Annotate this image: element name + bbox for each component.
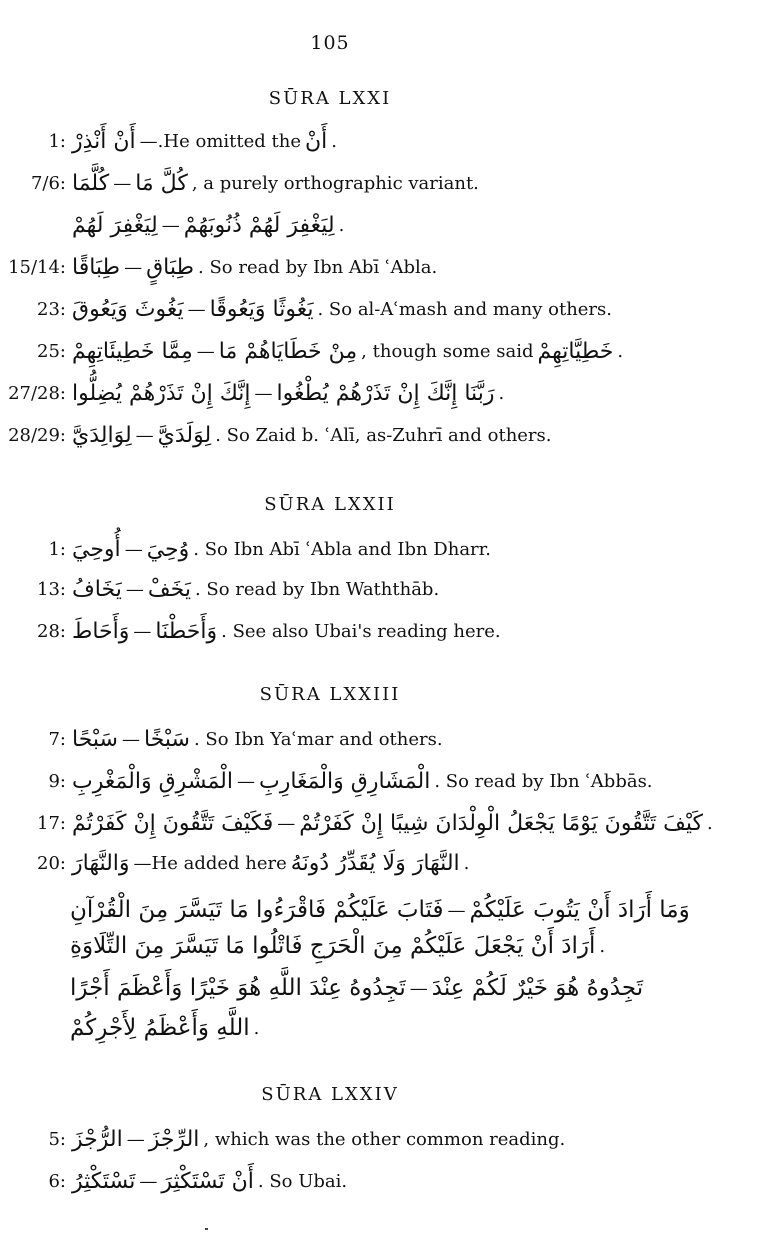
sura-heading: SŪRA LXXII bbox=[264, 494, 396, 515]
entry-72-13 bbox=[0, 572, 760, 606]
entry-content bbox=[68, 297, 612, 322]
verse-number: 9: bbox=[48, 770, 66, 792]
arabic-reading: سَبْحًا bbox=[72, 726, 118, 752]
print-speck bbox=[205, 1228, 208, 1230]
arabic-variant: النَّهَارَ وَلَا يُقَدِّرُ دُونَهُ bbox=[290, 850, 460, 876]
entry-71-27 bbox=[0, 376, 760, 410]
end-mark: . bbox=[331, 130, 337, 152]
comment-text: . So al-Aʿmash and many others. bbox=[317, 298, 612, 320]
arabic-variant: أَنْ تَسْتَكْثِرَ bbox=[161, 1168, 254, 1194]
verse-number: 23: bbox=[37, 298, 66, 320]
sura-heading: SŪRA LXXIV bbox=[261, 1084, 399, 1105]
arabic-reading: يَخَافُ bbox=[72, 576, 122, 602]
comment-text: . So Ibn Abī ʿAbla and Ibn Dharr. bbox=[193, 538, 492, 560]
separator: — bbox=[125, 578, 144, 600]
entry-74-6 bbox=[0, 1164, 760, 1198]
comment-text: . So read by Ibn ʿAbbās. bbox=[434, 770, 653, 792]
entry-74-5 bbox=[0, 1122, 760, 1156]
comment-text: . So Ubai. bbox=[257, 1170, 348, 1192]
end-mark: . bbox=[617, 340, 624, 362]
arabic-reading: أُوحِيَ bbox=[72, 536, 121, 562]
entry-72-1 bbox=[0, 532, 760, 566]
arabic-reading: أَرَادَ أَنْ يَجْعَلَ عَلَيْكُمْ مِنَ الْحَرَجِ فَاتْلُوا مَا تَيَسَّرَ مِنَ التِّلَاوَةِ bbox=[70, 933, 596, 959]
entry-content bbox=[68, 851, 469, 876]
arabic-reading: لِوَالِدَيَّ bbox=[72, 422, 132, 448]
sura-heading: SŪRA LXXIII bbox=[259, 684, 401, 705]
separator: — bbox=[409, 977, 428, 999]
entry-content bbox=[68, 213, 344, 238]
separator: — bbox=[254, 382, 273, 404]
verse-number: 1: bbox=[48, 130, 66, 152]
arabic-reading: كُلَّمَا bbox=[72, 170, 110, 196]
separator: — bbox=[133, 852, 152, 874]
end-mark: . bbox=[706, 812, 713, 834]
separator: — bbox=[236, 770, 255, 792]
arabic-variant: لِيَغْفِرَ لَهُمْ ذُنُوبَهُمْ bbox=[183, 212, 335, 238]
separator: — bbox=[124, 538, 143, 560]
entry-71-7b bbox=[0, 208, 760, 242]
arabic-variant: أَنْ bbox=[304, 128, 328, 154]
verse-number: 13: bbox=[37, 578, 66, 600]
arabic-reading: تَجِدُوهُ عِنْدَ اللَّهِ هُوَ خَيْرًا وَأَعْظَمَ أَجْرًا bbox=[70, 975, 406, 1001]
entry-71-1 bbox=[0, 124, 760, 158]
end-mark: . bbox=[463, 852, 470, 874]
comment-text: , a purely orthographic variant. bbox=[191, 172, 479, 194]
continuation-line bbox=[66, 970, 666, 1006]
continuation-line bbox=[66, 928, 666, 964]
arabic-variant: الرِّجْزَ bbox=[148, 1126, 200, 1152]
continuation-line bbox=[66, 892, 690, 928]
separator: — bbox=[126, 1128, 145, 1150]
entry-content bbox=[68, 811, 713, 836]
verse-number: 5: bbox=[48, 1128, 66, 1150]
arabic-variant: الْمَشَارِقِ وَالْمَغَارِبِ bbox=[258, 768, 431, 794]
arabic-reading: الْمَشْرِقِ وَالْمَغْرِبِ bbox=[72, 768, 233, 794]
entry-72-28 bbox=[0, 614, 760, 648]
arabic-reading: يَغُوثَ وَيَعُوقَ bbox=[72, 296, 184, 322]
separator: — bbox=[133, 620, 152, 642]
arabic-reading: طِبَاقًا bbox=[72, 254, 121, 280]
end-mark: . bbox=[338, 214, 345, 236]
continuation-line bbox=[66, 1010, 666, 1046]
arabic-reading: لِيَغْفِرَ لَهُمْ bbox=[72, 212, 158, 238]
verse-number: 15/14: bbox=[8, 256, 66, 278]
arabic-reading: الرُّجْزَ bbox=[72, 1126, 123, 1152]
comment-text: , though some said bbox=[361, 340, 534, 362]
verse-number: 28/29: bbox=[8, 424, 66, 446]
comment-text: . So Ibn Yaʿmar and others. bbox=[193, 728, 443, 750]
entry-content bbox=[68, 1127, 565, 1152]
verse-number: 6: bbox=[48, 1170, 66, 1192]
separator: —. bbox=[139, 130, 164, 152]
arabic-variant: مِنْ خَطَايَاهُمْ مَا bbox=[218, 338, 358, 364]
arabic-variant: وَأَحَطْنَا bbox=[155, 618, 218, 644]
separator: — bbox=[121, 728, 140, 750]
entry-content bbox=[68, 727, 443, 752]
comment-text: He added here bbox=[151, 852, 287, 874]
arabic-reading: فَتَابَ عَلَيْكُمْ فَاقْرَءُوا مَا تَيَسَّرَ مِنَ الْقُرْآنِ bbox=[70, 897, 444, 923]
entry-content bbox=[68, 129, 337, 154]
entry-71-28 bbox=[0, 418, 760, 452]
verse-number: 17: bbox=[37, 812, 66, 834]
separator: — bbox=[277, 812, 296, 834]
comment-text: , which was the other common reading. bbox=[203, 1128, 566, 1150]
arabic-reading: مِمَّا خَطِيئَاتِهِمْ bbox=[72, 338, 193, 364]
verse-number: 28: bbox=[37, 620, 66, 642]
end-mark: . bbox=[253, 1017, 260, 1039]
comment-text: He omitted the bbox=[163, 130, 301, 152]
verse-number: 7: bbox=[48, 728, 66, 750]
arabic-reading: وَأَحَاطَ bbox=[72, 618, 130, 644]
arabic-reading: اللَّهِ وَأَعْظَمُ لِأَجْرِكُمْ bbox=[70, 1015, 250, 1041]
arabic-alt-variant: خَطِيَّاتِهِمْ bbox=[537, 338, 614, 364]
comment-text: . See also Ubai's reading here. bbox=[221, 620, 501, 642]
separator: — bbox=[196, 340, 215, 362]
separator: — bbox=[135, 424, 154, 446]
arabic-variant: يَغُوثًا وَيَعُوقًا bbox=[209, 296, 314, 322]
entry-73-7 bbox=[0, 722, 760, 756]
entry-content bbox=[68, 1169, 347, 1194]
entry-73-20 bbox=[0, 846, 760, 880]
separator: — bbox=[187, 298, 206, 320]
entry-71-25 bbox=[0, 334, 760, 368]
arabic-reading: وَالنَّهَارَ bbox=[72, 850, 130, 876]
entry-content bbox=[68, 339, 623, 364]
verse-number: 25: bbox=[37, 340, 66, 362]
end-mark: . bbox=[599, 935, 606, 957]
page-number: 105 bbox=[310, 32, 350, 54]
arabic-variant: كَيْفَ تَتَّقُونَ يَوْمًا يَجْعَلُ الْوِلْدَانَ شِيبًا إِنْ كَفَرْتُمْ bbox=[299, 810, 703, 836]
arabic-reading: إِنَّكَ إِنْ تَذَرْهُمْ يُضِلُّوا bbox=[72, 380, 251, 406]
comment-text: . So Zaid b. ʿAlī, as-Zuhrī and others. bbox=[215, 424, 552, 446]
entry-71-7 bbox=[0, 166, 760, 200]
comment-text: . So read by Ibn Waththāb. bbox=[194, 578, 440, 600]
entry-content bbox=[68, 423, 552, 448]
entry-71-15 bbox=[0, 250, 760, 284]
arabic-variant: تَجِدُوهُ هُوَ خَيْرٌ لَكُمْ عِنْدَ bbox=[431, 975, 644, 1001]
entry-content bbox=[68, 577, 439, 602]
arabic-variant: سَبْخًا bbox=[143, 726, 190, 752]
end-mark: . bbox=[498, 382, 505, 404]
entry-content bbox=[68, 255, 437, 280]
arabic-variant: كُلَّ مَا bbox=[135, 170, 188, 196]
entry-content bbox=[68, 619, 501, 644]
arabic-variant: وَمَا أَرَادَ أَنْ يَتُوبَ عَلَيْكُمْ bbox=[469, 897, 690, 923]
arabic-variant: وُحِيَ bbox=[146, 536, 190, 562]
verse-number: 7/6: bbox=[30, 172, 66, 194]
arabic-variant: رَبَّنَا إِنَّكَ إِنْ تَذَرْهُمْ يُطْغُوا bbox=[276, 380, 495, 406]
separator: — bbox=[124, 256, 143, 278]
arabic-variant: يَخَفْ bbox=[147, 576, 191, 602]
verse-number: 27/28: bbox=[8, 382, 66, 404]
arabic-reading: فَكَيْفَ تَتَّقُونَ إِنْ كَفَرْتُمْ bbox=[72, 810, 274, 836]
separator: — bbox=[447, 899, 466, 921]
verse-number: 1: bbox=[48, 538, 66, 560]
entry-content bbox=[68, 381, 504, 406]
separator: — bbox=[161, 214, 180, 236]
entry-content bbox=[68, 769, 653, 794]
separator: — bbox=[139, 1170, 158, 1192]
sura-heading: SŪRA LXXI bbox=[268, 88, 392, 109]
entry-content bbox=[68, 537, 491, 562]
entry-content bbox=[68, 171, 479, 196]
arabic-reading: تَسْتَكْثِرُ bbox=[72, 1168, 136, 1194]
verse-number: 20: bbox=[37, 852, 66, 874]
comment-text: . So read by Ibn Abī ʿAbla. bbox=[198, 256, 438, 278]
arabic-variant: لِوَلَدَيَّ bbox=[157, 422, 212, 448]
arabic-reading: أَنْ أَنْذِرْ bbox=[72, 128, 136, 154]
entry-73-9 bbox=[0, 764, 760, 798]
entry-73-17 bbox=[0, 806, 760, 840]
entry-71-23 bbox=[0, 292, 760, 326]
arabic-variant: طِبَاقٍ bbox=[146, 254, 194, 280]
separator: — bbox=[113, 172, 132, 194]
